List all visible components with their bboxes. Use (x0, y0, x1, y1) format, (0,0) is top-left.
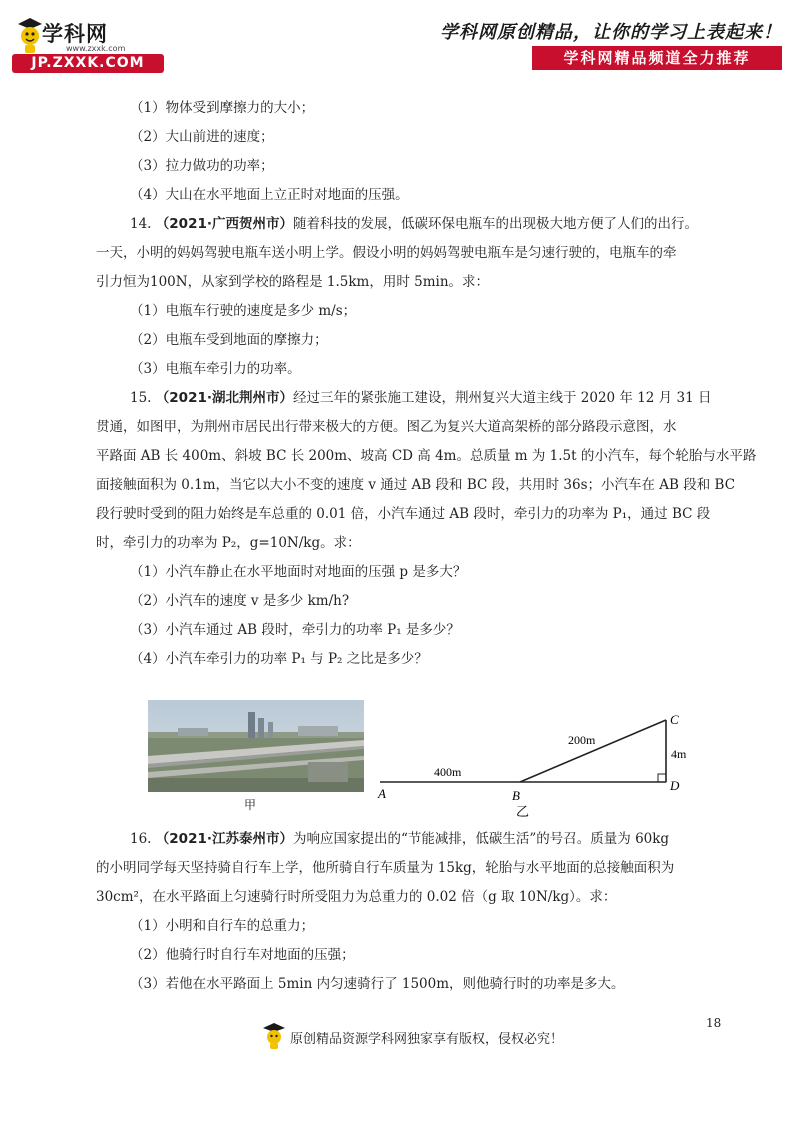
question-line: （2）小汽车的速度 v 是多少 km/h? (130, 593, 350, 609)
problem-source: （2021·广西贺州市） (155, 216, 293, 232)
question-line: （2）大山前进的速度； (130, 129, 274, 145)
question-line: （1）电瓶车行驶的速度是多少 m/s； (130, 303, 357, 319)
question-line: （3）电瓶车牵引力的功率。 (130, 361, 301, 377)
problem-text-line: 平路面 AB 长 400m、斜坡 BC 长 200m、坡高 CD 高 4m。总质量 m 为 1.5t 的小汽车，每个轮胎与水平路 (96, 448, 757, 464)
point-a: A (378, 786, 386, 801)
problem-16-intro (130, 830, 669, 848)
question-line: （1）物体受到摩擦力的大小； (130, 100, 315, 116)
question-line: （1）小汽车静止在水平地面时对地面的压强 p 是多大？ (130, 564, 467, 580)
problem-text-line: 30cm²，在水平路面上匀速骑行时所受阻力为总重力的 0.02 倍（g 取 10N/kg）。求： (96, 889, 617, 905)
problem-text-line: 的小明同学每天坚持骑自行车上学，他所骑自行车质量为 15kg，轮胎与水平地面的总接触面积为 (96, 860, 675, 876)
logo-brand-text: 学科网 (42, 22, 108, 46)
problem-text: 随着科技的发展，低碳环保电瓶车的出现极大地方便了人们的出行。 (292, 216, 698, 232)
question-line: （2）他骑行时自行车对地面的压强； (130, 947, 355, 963)
copyright-notice: 原创精品资源学科网独家享有版权，侵权必究！ (290, 1032, 564, 1047)
question-line: （4）大山在水平地面上立正时对地面的压强。 (130, 187, 409, 203)
problem-source: （2021·湖北荆州市） (155, 390, 293, 406)
question-line: （3）若他在水平路面上 5min 内匀速骑行了 1500m，则他骑行时的功率是多大。 (130, 976, 625, 992)
point-c: C (670, 712, 679, 727)
problem-text-line: 时，牵引力的功率为 P₂，g=10N/kg。求： (96, 535, 361, 551)
photo-caption: 甲 (244, 798, 257, 812)
page-number: 18 (706, 1016, 722, 1030)
channel-banner: 学科网精品频道全力推荐 (532, 46, 782, 70)
footer-mascot-icon (262, 1022, 286, 1050)
label-bc: 200m (568, 733, 596, 747)
question-line: （2）电瓶车受到地面的摩擦力； (130, 332, 328, 348)
diagram-caption: 乙 (516, 805, 530, 820)
elevated-road-photo (148, 700, 364, 792)
problem-text: 经过三年的紧张施工建设，荆州复兴大道主线于 2020 年 12 月 31 日 (292, 390, 712, 406)
mascot-icon (16, 16, 44, 54)
problem-number: 16. (130, 831, 152, 847)
problem-number: 14. (130, 216, 152, 232)
problem-14-intro (130, 215, 698, 233)
problem-text-line: 一天，小明的妈妈驾驶电瓶车送小明上学。假设小明的妈妈驾驶电瓶车是匀速行驶的，电瓶车的牵 (96, 245, 677, 261)
header-slogan: 学科网原创精品，让你的学习上表起来！ (440, 22, 782, 43)
problem-source: （2021·江苏泰州市） (155, 831, 293, 847)
slope-diagram (370, 710, 720, 820)
label-cd: 4m (671, 747, 687, 761)
problem-number: 15. (130, 390, 152, 406)
point-b: B (512, 788, 520, 803)
logo-url-banner: JP.ZXXK.COM (12, 54, 164, 73)
label-ab: 400m (434, 765, 462, 779)
segment-bc (520, 720, 666, 782)
question-line: （3）小汽车通过 AB 段时，牵引力的功率 P₁ 是多少？ (130, 622, 460, 638)
question-line: （3）拉力做功的功率； (130, 158, 274, 174)
problem-text-line: 贯通，如图甲，为荆州市居民出行带来极大的方便。图乙为复兴大道高架桥的部分路段示意图，水 (96, 419, 677, 435)
logo-small-url: www.zxxk.com (66, 44, 126, 53)
problem-15-intro (130, 389, 711, 407)
question-line: （4）小汽车牵引力的功率 P₁ 与 P₂ 之比是多少？ (130, 651, 428, 667)
problem-text-line: 面接触面积为 0.1m，当它以大小不变的速度 v 通过 AB 段和 BC 段，共用时 36s；小汽车在 AB 段和 BC (96, 477, 736, 493)
point-d: D (670, 778, 680, 793)
site-logo[interactable] (8, 14, 168, 74)
problem-text: 为响应国家提出的“节能减排，低碳生活”的号召。质量为 60kg (292, 831, 670, 847)
problem-text-line: 段行驶时受到的阻力始终是车总重的 0.01 倍，小汽车通过 AB 段时，牵引力的功率为 P₁，通过 BC 段 (96, 506, 711, 522)
question-line: （1）小明和自行车的总重力； (130, 918, 315, 934)
right-angle-mark (658, 774, 666, 782)
problem-text-line: 引力恒为100N，从家到学校的路程是 1.5km，用时 5min。求： (96, 274, 490, 290)
